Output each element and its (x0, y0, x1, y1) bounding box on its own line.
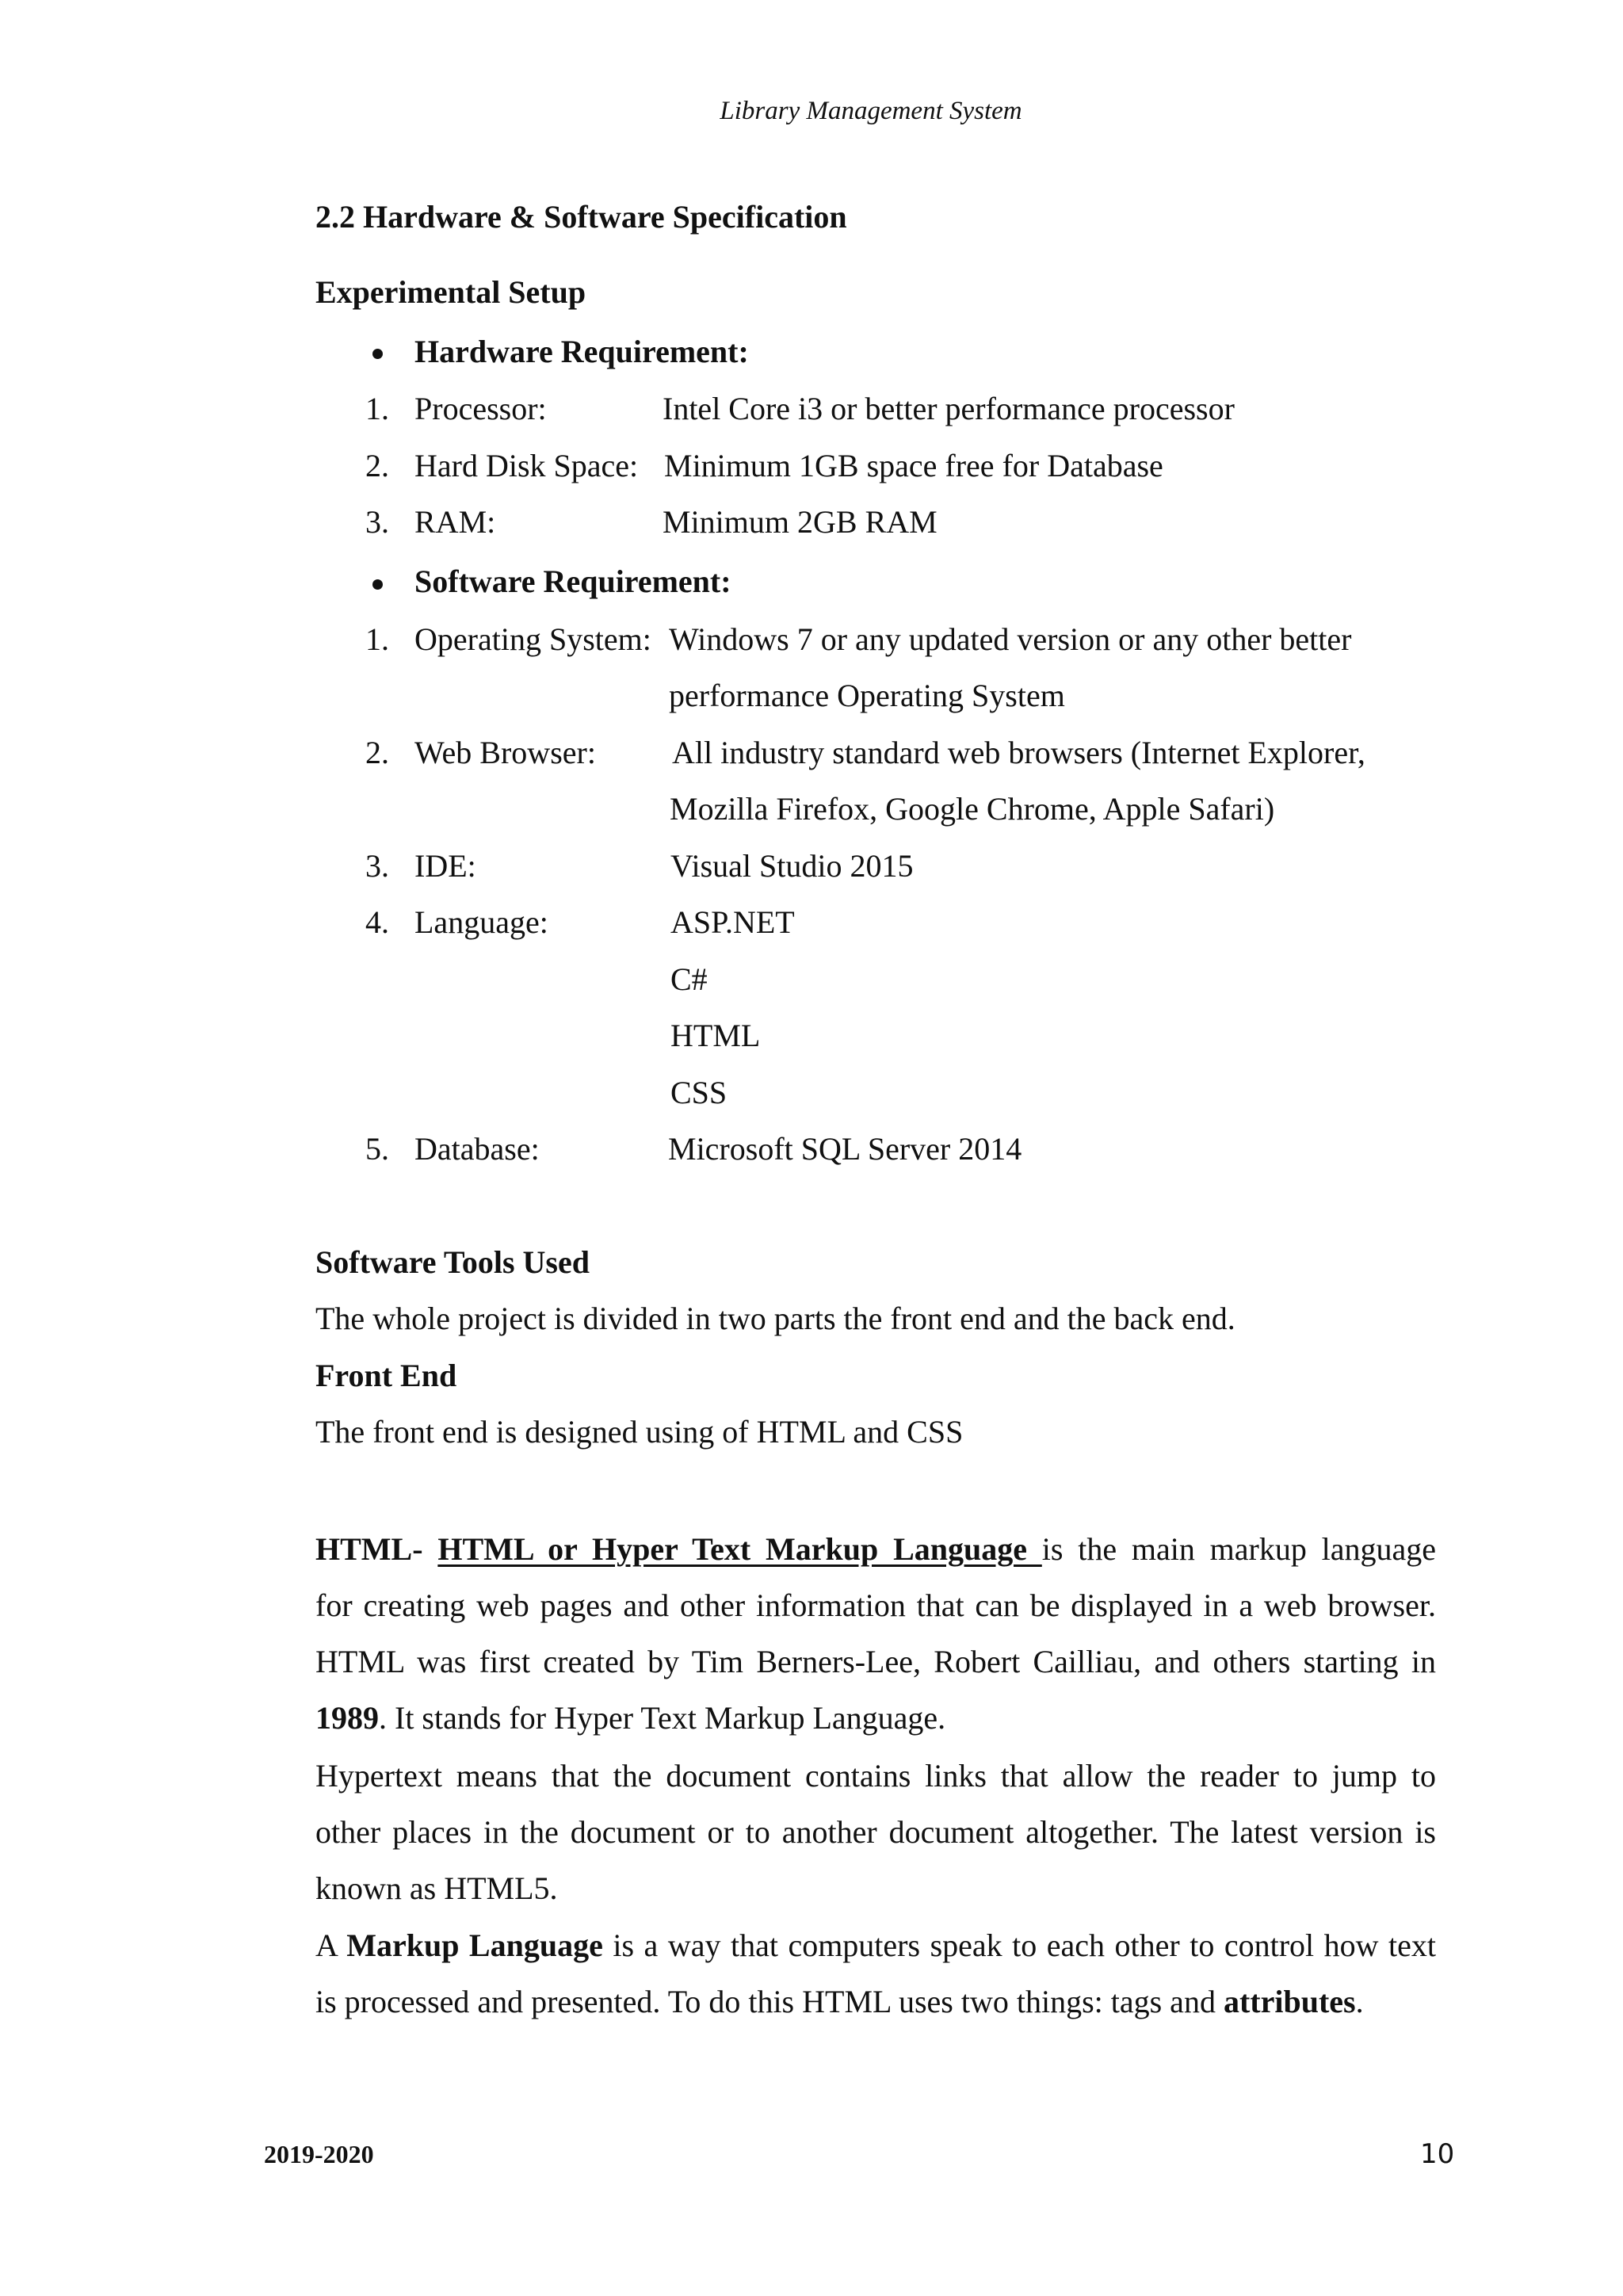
text-fragment: . It stands for Hyper Text Markup Language. (379, 1700, 946, 1736)
software-item-label: Language: (414, 904, 548, 940)
software-item-value: performance Operating System (669, 678, 1065, 713)
hardware-item-label: Hard Disk Space: (414, 448, 639, 483)
software-item-value: All industry standard web browsers (Internet Explorer, (672, 735, 1365, 770)
paragraph-line: known as HTML5. (315, 1870, 558, 1906)
paragraph-line (315, 1690, 1436, 1746)
tools-intro-text: The whole project is divided in two parts the front end and the back end. (315, 1301, 1235, 1336)
paragraph-line: Hypertext means that the document contains links that allow the reader to jump to (315, 1758, 1436, 1794)
hardware-item-value: Minimum 1GB space free for Database (664, 448, 1163, 483)
software-item-label: Web Browser: (414, 735, 596, 770)
text-fragment: is the main markup language (1041, 1531, 1437, 1567)
hardware-item-number: 3. (365, 504, 389, 540)
front-end-text: The front end is designed using of HTML and CSS (315, 1414, 964, 1450)
software-item-number: 5. (365, 1131, 389, 1167)
paragraph-line (315, 1521, 1436, 1577)
hardware-item-value: Minimum 2GB RAM (663, 504, 938, 540)
software-item-number: 2. (365, 735, 389, 770)
software-item-number: 1. (365, 621, 389, 657)
hardware-item-label: RAM: (414, 504, 496, 540)
html-lead-label: HTML- (315, 1531, 423, 1567)
section-heading: 2.2 Hardware & Software Specification (315, 199, 847, 235)
software-item-number: 3. (365, 848, 389, 884)
text-fragment: is processed and presented. To do this HTML uses two things: tags and (315, 1984, 1224, 2019)
html-paragraph (315, 1521, 1436, 1746)
running-header: Library Management System (720, 97, 1022, 125)
hypertext-paragraph (315, 1748, 1436, 1916)
bullet-dot (372, 349, 383, 359)
text-fragment: . (1355, 1984, 1364, 2019)
year-highlight: 1989 (315, 1700, 379, 1736)
experimental-setup-heading: Experimental Setup (315, 274, 586, 310)
hardware-item-label: Processor: (414, 391, 547, 426)
paragraph-line: HTML was first created by Tim Berners-Lee, Robert Cailliau, and others starting in (315, 1644, 1436, 1679)
page-number: 10 (1420, 2138, 1455, 2170)
html-definition-link: HTML or Hyper Text Markup Language (437, 1531, 1042, 1567)
software-item-value: Visual Studio 2015 (670, 848, 914, 884)
hardware-requirement-title: Hardware Requirement: (414, 334, 749, 369)
software-item-value: Mozilla Firefox, Google Chrome, Apple Safari) (670, 791, 1275, 827)
software-tools-heading: Software Tools Used (315, 1244, 590, 1280)
markup-paragraph (315, 1917, 1436, 2030)
paragraph-line: for creating web pages and other information that can be displayed in a web browser. (315, 1587, 1436, 1623)
text-fragment: is a way that computers speak to each other to control how text (602, 1927, 1437, 1963)
hardware-item-value: Intel Core i3 or better performance processor (663, 391, 1235, 426)
paragraph-line (315, 1917, 1436, 1973)
text-fragment: A (315, 1927, 347, 1963)
software-item-value: C# (670, 961, 708, 997)
software-item-value: Windows 7 or any updated version or any other better (669, 621, 1352, 657)
software-item-label: Operating System: (414, 621, 651, 657)
software-item-value: Microsoft SQL Server 2014 (668, 1131, 1022, 1167)
hardware-item-number: 1. (365, 391, 389, 426)
front-end-heading: Front End (315, 1358, 457, 1393)
software-item-value: CSS (670, 1075, 727, 1110)
footer-year: 2019-2020 (264, 2140, 374, 2168)
software-item-label: Database: (414, 1131, 540, 1167)
software-item-number: 4. (365, 904, 389, 940)
bullet-dot (372, 579, 383, 590)
software-item-value: ASP.NET (670, 904, 795, 940)
paragraph-line (315, 1973, 1436, 2030)
markup-language-term: Markup Language (346, 1927, 603, 1963)
software-item-label: IDE: (414, 848, 476, 884)
software-requirement-title: Software Requirement: (414, 563, 731, 599)
paragraph-line: other places in the document or to another document altogether. The latest version is (315, 1814, 1436, 1850)
hardware-item-number: 2. (365, 448, 389, 483)
attributes-term: attributes (1223, 1984, 1356, 2019)
software-item-value: HTML (670, 1018, 761, 1053)
